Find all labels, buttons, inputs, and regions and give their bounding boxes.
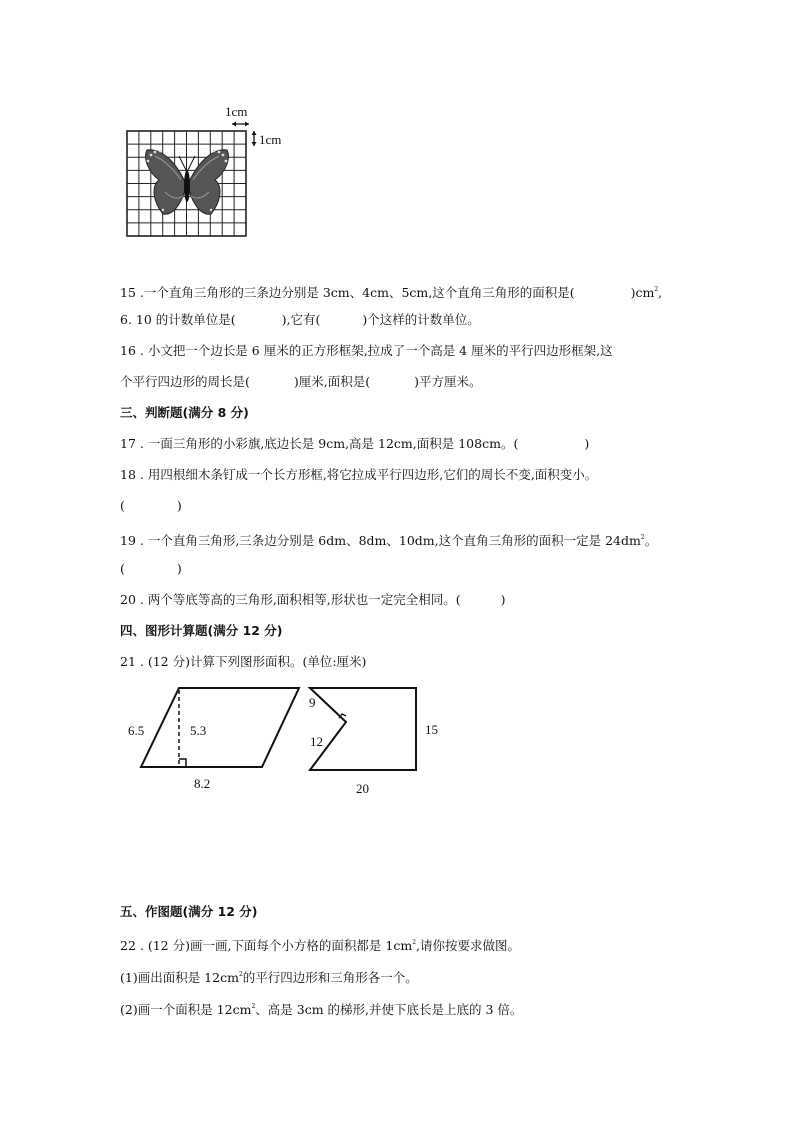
q17-text-b: ) [584,436,590,451]
q16-text-a: 个平行四边形的周长是( [120,374,250,389]
q19-sup: 2 [640,534,645,541]
q22-item2-a: (2)画一个面积是 12cm [120,1002,252,1017]
q22-item1-b: 的平行四边形和三角形各一个。 [242,970,418,985]
question-21: 21 . (12 分)计算下列图形面积。(单位:厘米) [120,654,367,669]
question-19-line-1 [120,529,657,550]
q19-paren-close: ) [176,561,182,576]
q15-text-d: 6. 10 的计数单位是( [120,312,236,327]
q18-paren-open: ( [120,498,125,513]
question-22-item-2 [120,998,522,1019]
q20-text-b: ) [500,592,506,607]
q15-text-e: ),它有( [281,312,321,327]
parallelogram-side-label: 6.5 [128,723,145,738]
q15-text-f: )个这样的计数单位。 [362,312,480,327]
q22-text-a: 22 . (12 分)画一画,下面每个小方格的面积都是 1cm [120,938,413,953]
question-15-line-2 [120,311,480,329]
q22-sup: 2 [412,939,417,946]
q15-text-a: 15 .一个直角三角形的三条边分别是 3cm、4cm、5cm,这个直角三角形的面积是( [120,285,575,300]
question-17 [120,435,589,453]
question-20 [120,591,506,609]
q22-item1-a: (1)画出面积是 12cm [120,970,239,985]
q19-text-a: 19 . 一个直角三角形,三条边分别是 6dm、8dm、10dm,这个直角三角形的面积一定是 24dm [120,533,641,548]
q17-text-a: 17 . 一面三角形的小彩旗,底边长是 9cm,高是 12cm,面积是 108cm。( [120,436,519,451]
q15-text-b: )cm [630,285,655,300]
parallelogram-figure [128,688,299,791]
q19-text-c: 。 [644,533,658,548]
q20-text-a: 20 . 两个等底等高的三角形,面积相等,形状也一定完全相同。( [120,592,461,607]
q22-item2-b: 、高是 3cm 的梯形,并使下底长是上底的 3 倍。 [255,1002,523,1017]
parallelogram-base-label: 8.2 [194,776,211,791]
q22-item1-sup: 2 [238,971,243,978]
composite-shape-figure [309,688,438,796]
composite-label-15: 15 [425,722,438,737]
q22-text-b: ,请你按要求做图。 [416,938,521,953]
butterfly-grid-figure [115,100,295,245]
section-4-title: 四、图形计算题(满分 12 分) [120,623,283,638]
question-19-line-2 [120,560,182,578]
composite-label-9: 9 [309,695,316,710]
q15-sup: 2 [654,286,659,293]
composite-label-12: 12 [310,734,323,749]
question-18-line-2 [120,497,182,515]
q16-text-b: )厘米,面积是( [293,374,371,389]
q22-item2-sup: 2 [251,1003,256,1010]
unit-label-top: 1cm [225,104,248,119]
question-16-line-2 [120,373,482,391]
question-16-line-1: 16 . 小文把一个边长是 6 厘米的正方形框架,拉成了一个高是 4 厘米的平行四边形框架,这 [120,343,613,358]
q16-text-c: )平方厘米。 [414,374,482,389]
q21-figures [120,680,460,805]
question-15-line-1 [120,281,662,302]
composite-label-20: 20 [356,781,369,796]
parallelogram-height-label: 5.3 [190,723,207,738]
question-22-item-1 [120,966,418,987]
question-18-line-1: 18 . 用四根细木条钉成一个长方形框,将它拉成平行四边形,它们的周长不变,面积变小。 [120,467,598,482]
q15-text-c: , [658,285,663,300]
q18-paren-close: ) [176,498,182,513]
section-5-title: 五、作图题(满分 12 分) [120,904,258,919]
question-22 [120,934,520,955]
q19-paren-open: ( [120,561,125,576]
unit-label-right: 1cm [259,132,282,147]
section-3-title: 三、判断题(满分 8 分) [120,405,249,420]
